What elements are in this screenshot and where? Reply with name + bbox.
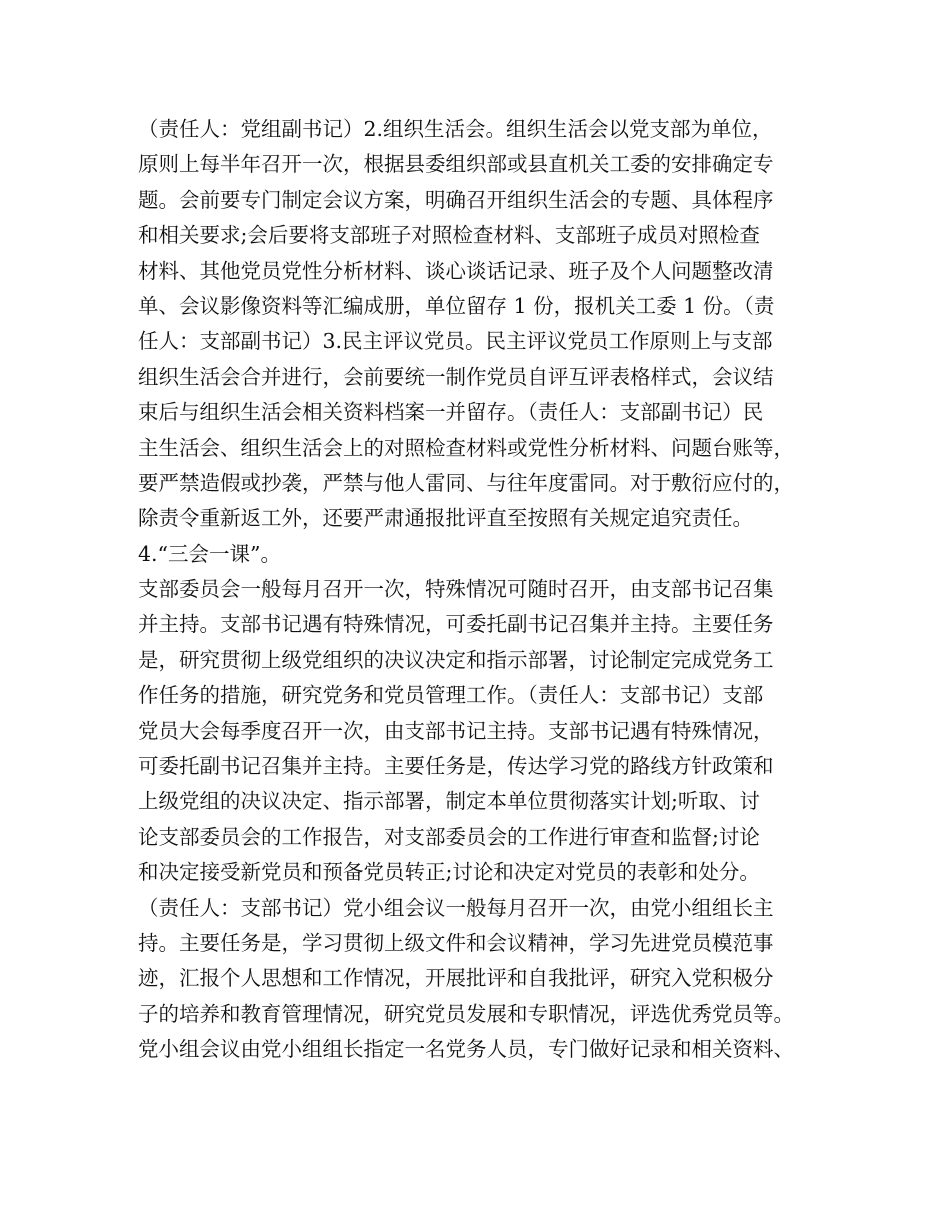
text-line: 和决定接受新党员和预备党员转正;讨论和决定对党员的表彰和处分。 — [138, 860, 760, 885]
text-line: 材料、其他党员党性分析材料、谈心谈话记录、班子及个人问题整改清 — [138, 258, 774, 283]
body-text — [138, 112, 838, 1068]
text-line: 迹，汇报个人思想和工作情况，开展批评和自我批评，研究入党积极分 — [138, 966, 774, 991]
text-line: 原则上每半年召开一次，根据县委组织部或县直机关工委的安排确定专 — [138, 152, 774, 177]
text-line: （责任人：党组副书记）2.组织生活会。组织生活会以党支部为单位， — [138, 117, 773, 141]
text-line: 上级党组的决议决定、指示部署，制定本单位贯彻落实计划;听取、讨 — [138, 789, 760, 814]
text-line: 要严禁造假或抄袭，严禁与他人雷同、与往年度雷同。对于敷衍应付的， — [138, 470, 794, 495]
text-line: 是，研究贯彻上级党组织的决议决定和指示部署，讨论制定完成党务工 — [138, 647, 774, 672]
text-line: （责任人：支部书记）党小组会议一般每月召开一次，由党小组组长主 — [138, 895, 774, 920]
text-line: 可委托副书记召集并主持。主要任务是，传达学习党的路线方针政策和 — [138, 754, 774, 779]
text-line: 除责令重新返工外，还要严肃通报批评直至按照有关规定追究责任。 — [138, 506, 753, 531]
text-line: 任人：支部副书记）3.民主评议党员。民主评议党员工作原则上与支部 — [138, 329, 773, 354]
text-line: 并主持。支部书记遇有特殊情况，可委托副书记召集并主持。主要任务 — [138, 612, 774, 637]
text-line: 子的培养和教育管理情况，研究党员发展和专职情况，评选优秀党员等。 — [138, 1001, 794, 1026]
section-heading: 4.“三会一课”。 — [138, 541, 282, 566]
text-line: 党小组会议由党小组组长指定一名党务人员，专门做好记录和相关资料、 — [138, 1037, 794, 1062]
text-line: 作任务的措施，研究党务和党员管理工作。（责任人：支部书记）支部 — [138, 683, 764, 708]
text-line: 论支部委员会的工作报告，对支部委员会的工作进行审查和监督;讨论 — [138, 824, 760, 849]
text-line: 题。会前要专门制定会议方案，明确召开组织生活会的专题、具体程序 — [138, 187, 774, 212]
text-line: 支部委员会一般每月召开一次，特殊情况可随时召开，由支部书记召集 — [138, 577, 774, 602]
text-line: 和相关要求;会后要将支部班子对照检查材料、支部班子成员对照检查 — [138, 223, 760, 248]
text-line: 党员大会每季度召开一次，由支部书记主持。支部书记遇有特殊情况， — [138, 718, 774, 743]
text-line: 束后与组织生活会相关资料档案一并留存。（责任人：支部副书记）民 — [138, 400, 764, 425]
text-line: 单、会议影像资料等汇编成册，单位留存 1 份，报机关工委 1 份。（责 — [138, 293, 775, 318]
text-line: 主生活会、组织生活会上的对照检查材料或党性分析材料、问题台账等， — [138, 435, 794, 460]
text-line: 组织生活会合并进行，会前要统一制作党员自评互评表格样式，会议结 — [138, 364, 774, 389]
text-line: 持。主要任务是，学习贯彻上级文件和会议精神，学习先进党员模范事 — [138, 930, 774, 955]
